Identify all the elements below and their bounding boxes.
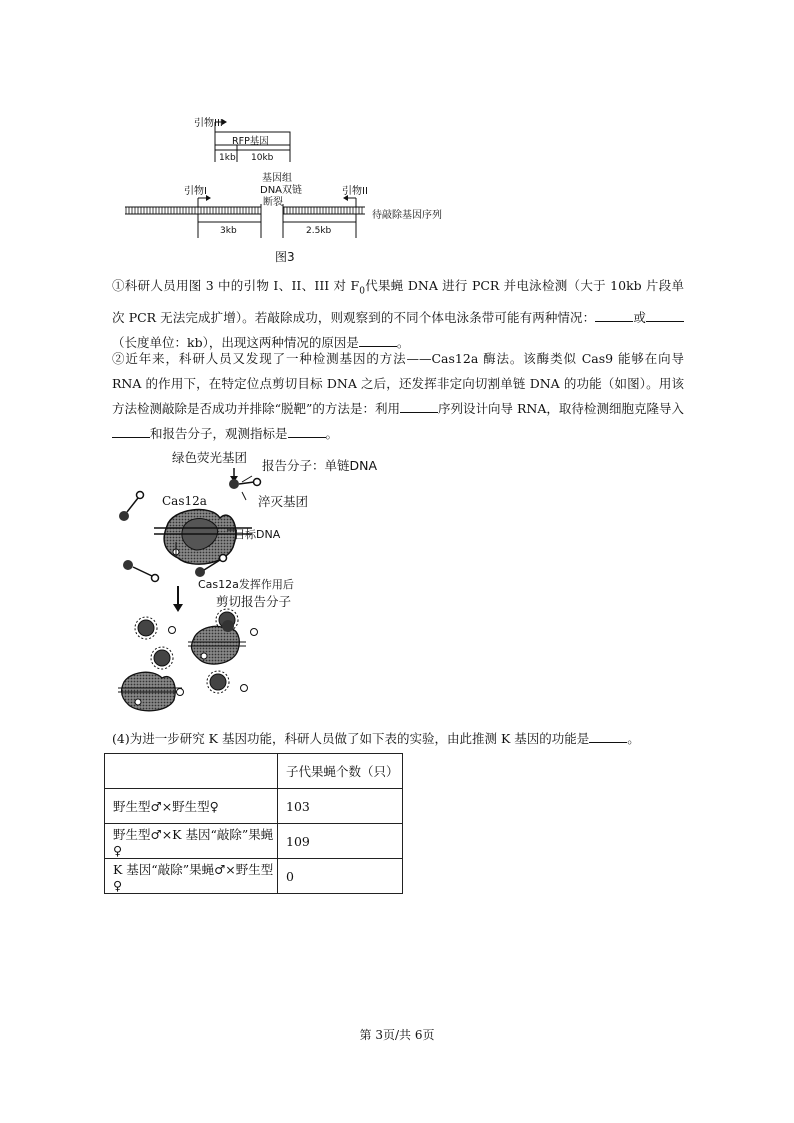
q1-end: 。 — [396, 334, 410, 350]
table-row — [105, 789, 403, 824]
figure-3-caption: 图3 — [275, 250, 295, 264]
cas12a-action-label-1: Cas12a发挥作用后 — [198, 578, 294, 591]
break-label-3: 断裂 — [263, 197, 283, 208]
quench-label: 淬灭基团 — [258, 494, 309, 509]
q2-text-c: 和报告分子，观测指标是 — [150, 426, 288, 441]
len-1kb-label: 1kb — [219, 153, 236, 163]
cas12a-figure — [112, 446, 382, 724]
table-cell-cross: K 基因“敲除”果蝇♂×野生型♀ — [105, 859, 278, 894]
primer-3-label: 引物III — [194, 118, 223, 129]
primer-1-label: 引物I — [184, 186, 207, 197]
page-footer: 第 3页/共 6页 — [359, 1028, 435, 1042]
answer-blank-5[interactable] — [112, 425, 150, 438]
answer-blank-2[interactable] — [646, 309, 684, 322]
q2-end: 。 — [325, 426, 339, 441]
q2-text-b: 序列设计向导 RNA，取待检测细胞克隆导入 — [437, 401, 684, 416]
table-header-row — [105, 754, 403, 789]
answer-blank-4[interactable] — [400, 400, 438, 413]
answer-blank-3[interactable] — [359, 334, 397, 347]
table-header-cell-0 — [105, 754, 278, 789]
table-header-cell-1: 子代果蝇个数（只） — [278, 754, 403, 789]
break-label-1: 基因组 — [262, 173, 292, 184]
q1-unit: （长度单位：kb），出现这两种情况的原因是 — [112, 334, 359, 350]
break-label-2: DNA双链 — [260, 185, 303, 196]
primer-2-label: 引物II — [342, 186, 368, 197]
cas12a-label: Cas12a — [162, 494, 207, 508]
target-seq-label: 待敲除基因序列 — [372, 210, 442, 221]
results-table — [104, 753, 403, 894]
q1-text-b: 代果蝇 DNA 进行 PCR 并电泳检测（大于 10kb 片段单次 PCR 无法完成扩增）。若敲除成功，则观察到的不同个体电泳条带可能有两种情况： — [112, 278, 684, 325]
green-fluorophore-label: 绿色荧光基团 — [172, 450, 248, 465]
q1-text-a: ①科研人员用图 3 中的引物 I、II、III 对 F — [112, 278, 360, 293]
q4-text: (4)为进一步研究 K 基因功能，科研人员做了如下表的实验，由此推测 K 基因的功能是 — [112, 731, 590, 746]
question-4-paragraph — [112, 726, 684, 751]
rfp-gene-label: RFP基因 — [232, 136, 269, 147]
table-cell-cross: 野生型♂×野生型♀ — [105, 789, 278, 824]
len-25kb-label: 2.5kb — [306, 226, 332, 236]
q1-or: 或 — [633, 309, 646, 325]
target-dna-label: 目标DNA — [234, 528, 281, 541]
reporter-label: 报告分子：单链DNA — [262, 458, 378, 473]
q2-text-a: ②近年来，科研人员又发现了一种检测基因的方法——Cas12a 酶法。该酶类似 Cas9 能够在向导 RNA 的作用下，在特定位点剪切目标 DNA 之后，还发挥非定向切割单链 DNA 的功能（如图）。用该方法检测敲除是否成功并排除“脱靶”的方法是：利用 — [112, 351, 684, 416]
table-cell-cross: 野生型♂×K 基因“敲除”果蝇♀ — [105, 824, 278, 859]
answer-blank-1[interactable] — [595, 309, 633, 322]
cas12a-action-label-2: 剪切报告分子 — [216, 594, 292, 609]
table-row — [105, 859, 403, 894]
question-1-paragraph — [112, 273, 684, 355]
len-10kb-label: 10kb — [251, 153, 274, 163]
answer-blank-6[interactable] — [288, 425, 326, 438]
question-2-paragraph — [112, 346, 684, 446]
table-row — [105, 824, 403, 859]
table-cell-count: 0 — [278, 859, 403, 894]
answer-blank-7[interactable] — [589, 730, 627, 743]
figure-3 — [120, 110, 480, 270]
table-cell-count: 103 — [278, 789, 403, 824]
table-cell-count: 109 — [278, 824, 403, 859]
q1-subscript: 0 — [359, 286, 365, 297]
len-3kb-label: 3kb — [220, 226, 237, 236]
q4-end: 。 — [627, 731, 640, 746]
